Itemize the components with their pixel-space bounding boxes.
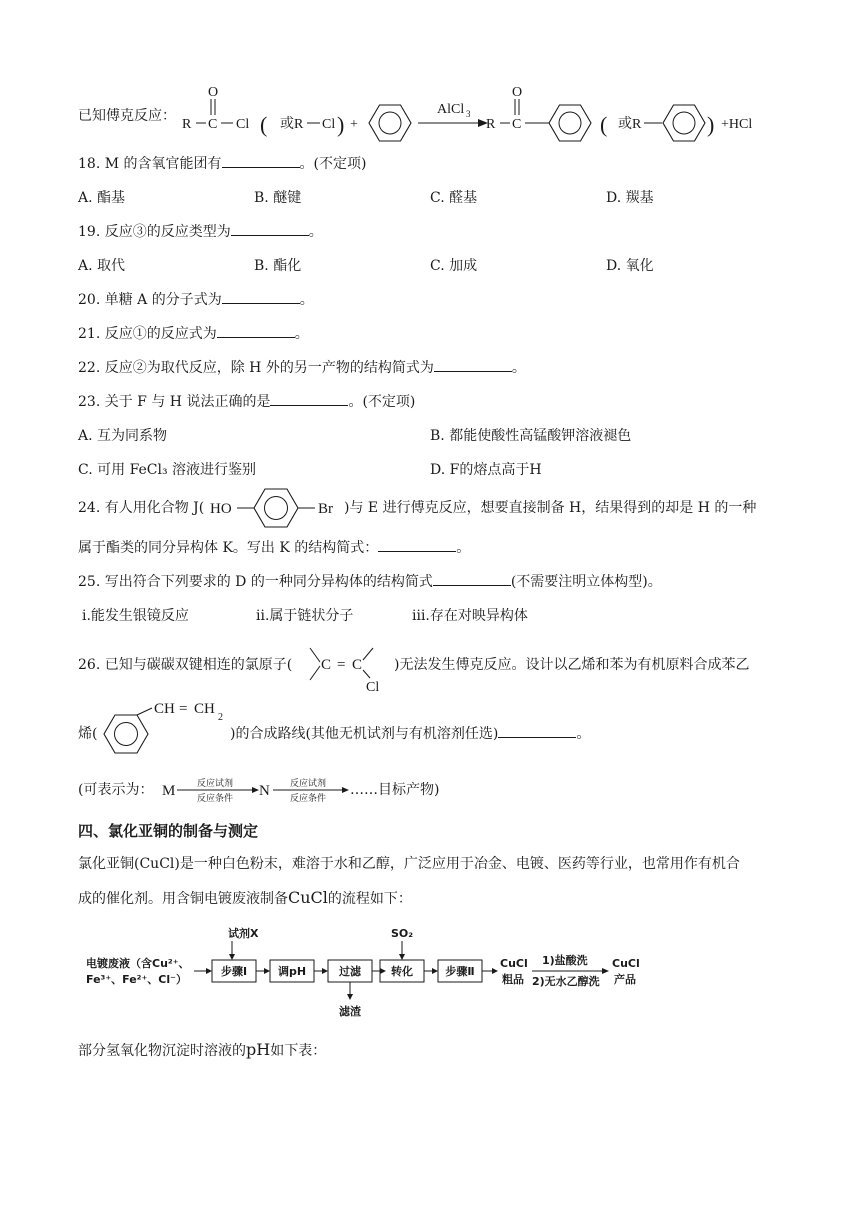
svg-text:C: C <box>208 117 218 132</box>
svg-text:CH: CH <box>154 701 175 717</box>
svg-text:Cl: Cl <box>322 117 336 132</box>
svg-text:R: R <box>486 117 496 132</box>
q23-option-a[interactable]: A. 互为同系物 <box>78 428 168 444</box>
catalyst: AlCl <box>437 102 465 117</box>
svg-text:2: 2 <box>218 712 223 723</box>
q18-option-c[interactable]: C. 醛基 <box>430 190 478 206</box>
q24-pre: 24. 有人用化合物 J( <box>78 500 205 516</box>
svg-text:1)盐酸洗: 1)盐酸洗 <box>542 954 588 967</box>
q23-stem: 23. 关于 F 与 H 说法正确的是 。(不定项) <box>78 394 416 410</box>
q23-option-c[interactable]: C. 可用 FeCl₃ 溶液进行鉴别 <box>78 462 257 478</box>
q25-cond-2: ⅱ.属于链状分子 <box>256 608 354 624</box>
answer-blank[interactable] <box>433 572 511 586</box>
q19-stem: 19. 反应③的反应类型为 。 <box>78 224 323 240</box>
svg-text:调pH: 调pH <box>277 965 307 978</box>
svg-text:C: C <box>352 657 363 673</box>
svg-text:): ) <box>337 112 345 137</box>
benzene-icon <box>369 105 411 141</box>
svg-text:或R: 或R <box>280 117 304 132</box>
hcl: +HCl <box>721 117 753 132</box>
section-paragraph-1: 氯化亚铜(CuCl)是一种白色粉末，难溶于水和乙醇，广泛应用于冶金、电镀、医药等行业，也常用作有机合 <box>78 856 740 872</box>
svg-text:+: + <box>350 117 358 132</box>
svg-text:反应条件: 反应条件 <box>196 793 234 803</box>
section-heading: 四、氯化亚铜的制备与测定 <box>78 822 259 840</box>
q26-line2-pre: 烯( <box>78 726 98 742</box>
flow-input-line1: 电镀废液（含Cu²⁺、 <box>86 957 190 970</box>
svg-text:(: ( <box>260 112 268 137</box>
svg-text:SO₂: SO₂ <box>390 927 414 940</box>
answer-blank[interactable] <box>270 392 348 406</box>
answer-blank[interactable] <box>378 538 456 552</box>
svg-text:粗品: 粗品 <box>502 973 524 986</box>
compound-j-structure <box>204 478 364 538</box>
svg-text:Cl: Cl <box>366 680 380 695</box>
q19-option-d[interactable]: D. 氧化 <box>606 258 654 274</box>
answer-blank[interactable] <box>434 358 512 372</box>
svg-text:步骤Ⅰ: 步骤Ⅰ <box>220 965 248 978</box>
svg-text:或R: 或R <box>618 117 642 132</box>
svg-text:试剂X: 试剂X <box>228 927 259 940</box>
svg-text:CuCl: CuCl <box>612 957 640 970</box>
svg-text:N: N <box>259 783 270 799</box>
answer-blank[interactable] <box>217 324 295 338</box>
q18-option-b[interactable]: B. 醚键 <box>254 190 302 206</box>
svg-text:2)无水乙醇洗: 2)无水乙醇洗 <box>532 975 600 988</box>
svg-text:M: M <box>162 783 176 799</box>
svg-text:CH: CH <box>194 701 215 717</box>
flow-input-line2: Fe³⁺、Fe²⁺、Cl⁻） <box>86 973 187 986</box>
q26-hint-post: ……目标产物) <box>350 782 440 798</box>
svg-text:=: = <box>337 657 346 673</box>
q26-pre: 26. 已知与碳碳双键相连的氯原子( <box>78 657 293 673</box>
svg-text:反应条件: 反应条件 <box>289 793 327 803</box>
q19-option-c[interactable]: C. 加成 <box>430 258 478 274</box>
svg-text:Br: Br <box>318 501 333 517</box>
friedel-crafts-equation <box>0 0 860 150</box>
q18-stem: 18. M 的含氧官能团有 。(不定项) <box>78 156 367 172</box>
svg-text:产品: 产品 <box>614 973 636 986</box>
section-paragraph-3: 部分氢氧化物沉淀时溶液的pH如下表： <box>78 1040 327 1059</box>
q24-line2: 属于酯类的同分异构体 K。写出 K 的结构简式： 。 <box>78 540 471 556</box>
q21-stem: 21. 反应①的反应式为 。 <box>78 326 309 342</box>
q23-option-d[interactable]: D. F的熔点高于H <box>430 462 542 478</box>
svg-text:C: C <box>512 117 522 132</box>
q23-option-b[interactable]: B. 都能使酸性高锰酸钾溶液褪色 <box>430 428 632 444</box>
answer-blank[interactable] <box>231 222 309 236</box>
q20-stem: 20. 单糖 A 的分子式为 。 <box>78 292 314 308</box>
q18-option-a[interactable]: A. 酯基 <box>78 190 126 206</box>
q25-stem: 25. 写出符合下列要求的 D 的一种同分异构体的结构简式 (不需要注明立体构型)。 <box>78 574 662 590</box>
svg-text:步骤Ⅱ: 步骤Ⅱ <box>445 965 475 978</box>
fc-prefix: 已知傅克反应： <box>78 108 176 124</box>
svg-text:3: 3 <box>466 109 471 119</box>
svg-text:反应试剂: 反应试剂 <box>289 778 327 788</box>
answer-blank[interactable] <box>222 290 300 304</box>
acyl-cl: Cl <box>236 117 250 132</box>
answer-blank[interactable] <box>222 154 300 168</box>
q25-cond-3: ⅲ.存在对映异构体 <box>412 608 528 624</box>
q26-post: )无法发生傅克反应。设计以乙烯和苯为有机原料合成苯乙 <box>394 657 750 673</box>
svg-text:C: C <box>321 657 332 673</box>
acyl-r: R <box>182 117 192 132</box>
svg-text:过滤: 过滤 <box>339 965 361 978</box>
svg-text:): ) <box>707 112 715 137</box>
svg-text:O: O <box>511 85 523 100</box>
answer-blank[interactable] <box>498 724 576 738</box>
svg-text:转化: 转化 <box>391 965 413 978</box>
acyl-o: O <box>207 85 219 100</box>
q19-option-a[interactable]: A. 取代 <box>78 258 126 274</box>
q25-cond-1: ⅰ.能发生银镜反应 <box>82 608 189 624</box>
svg-text:滤渣: 滤渣 <box>339 1005 361 1018</box>
svg-text:CuCl: CuCl <box>500 957 528 970</box>
q19-option-b[interactable]: B. 酯化 <box>254 258 302 274</box>
process-flow-diagram <box>80 922 680 1022</box>
q22-stem: 22. 反应②为取代反应，除 H 外的另一产物的结构简式为 。 <box>78 360 526 376</box>
styrene-structure <box>94 698 234 768</box>
svg-text:=: = <box>179 701 188 717</box>
route-notation <box>160 776 360 806</box>
q26-line2-post: )的合成路线(其他无机试剂与有机溶剂任选) 。 <box>230 726 591 742</box>
svg-text:HO: HO <box>210 501 232 517</box>
svg-text:反应试剂: 反应试剂 <box>196 778 234 788</box>
q18-option-d[interactable]: D. 羰基 <box>606 190 654 206</box>
q26-hint-pre: (可表示为： <box>78 782 154 798</box>
svg-text:(: ( <box>600 112 608 137</box>
section-paragraph-2: 成的催化剂。用含铜电镀废液制备CuCl的流程如下： <box>78 888 412 907</box>
q24-post: )与 E 进行傅克反应，想要直接制备 H，结果得到的却是 H 的一种 <box>344 500 757 516</box>
